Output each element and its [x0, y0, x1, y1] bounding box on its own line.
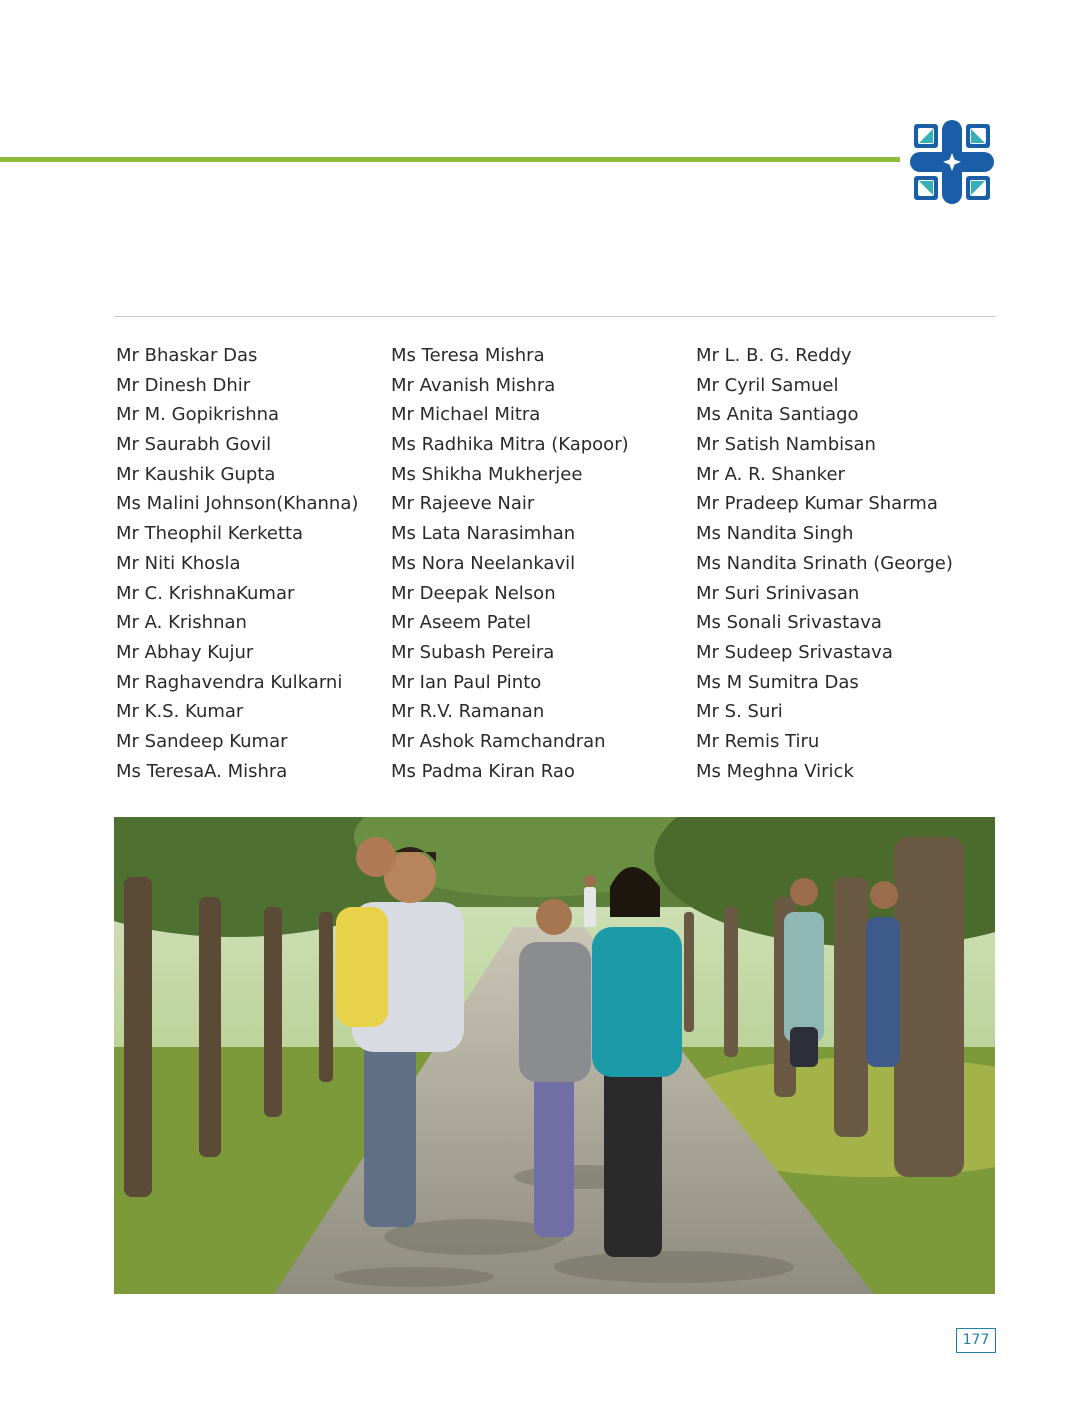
list-item: Mr Theophil Kerketta: [116, 523, 304, 545]
list-item: Mr Michael Mitra: [391, 404, 541, 426]
institution-emblem-icon: [908, 118, 996, 206]
photo-illustration: [114, 817, 995, 1294]
list-item: Mr Dinesh Dhir: [116, 374, 251, 396]
list-item: Ms Meghna Virick: [696, 760, 854, 782]
list-item: Ms Teresa Mishra: [391, 345, 545, 366]
list-item: Mr Kaushik Gupta: [116, 463, 276, 485]
list-item: Ms Nandita Srinath (George): [696, 552, 953, 574]
names-column-2: [391, 341, 629, 786]
section-divider: [114, 316, 996, 317]
list-item: Ms Padma Kiran Rao: [391, 760, 575, 782]
list-item: Mr Saurabh Govil: [116, 434, 272, 456]
list-item: Mr A. R. Shanker: [696, 463, 845, 485]
list-item: Ms Malini Johnson(Khanna): [116, 493, 359, 515]
list-item: Mr L. B. G. Reddy: [696, 345, 852, 366]
list-item: Mr Avanish Mishra: [391, 374, 556, 396]
list-item: Ms Lata Narasimhan: [391, 523, 576, 545]
list-item: Mr Raghavendra Kulkarni: [116, 671, 343, 693]
list-item: Mr Cyril Samuel: [696, 374, 839, 396]
list-item: Ms TeresaA. Mishra: [116, 760, 288, 782]
list-item: Mr Bhaskar Das: [116, 345, 258, 366]
names-column-1: [116, 341, 358, 786]
list-item: Mr A. Krishnan: [116, 612, 247, 634]
list-item: Mr R.V. Ramanan: [391, 701, 545, 723]
header-accent-rule: [0, 157, 900, 162]
list-item: Mr Sudeep Srivastava: [696, 641, 893, 663]
list-item: Ms Nora Neelankavil: [391, 552, 576, 574]
list-item: Mr Suri Srinivasan: [696, 582, 860, 604]
names-list: [0, 341, 1083, 791]
list-item: Mr Ashok Ramchandran: [391, 730, 606, 752]
list-item: Ms Anita Santiago: [696, 404, 859, 426]
list-item: Ms Radhika Mitra (Kapoor): [391, 434, 629, 456]
list-item: Mr K.S. Kumar: [116, 701, 244, 723]
list-item: Mr Deepak Nelson: [391, 582, 556, 604]
list-item: Ms Nandita Singh: [696, 523, 854, 545]
list-item: Mr Pradeep Kumar Sharma: [696, 493, 938, 515]
list-item: Mr Sandeep Kumar: [116, 730, 288, 752]
list-item: Mr Niti Khosla: [116, 552, 241, 574]
list-item: Ms Shikha Mukherjee: [391, 463, 583, 485]
list-item: Mr S. Suri: [696, 701, 783, 723]
list-item: Mr Remis Tiru: [696, 730, 820, 752]
list-item: Mr Abhay Kujur: [116, 641, 254, 663]
list-item: Ms M Sumitra Das: [696, 671, 859, 693]
list-item: Ms Sonali Srivastava: [696, 612, 882, 634]
list-item: Mr Ian Paul Pinto: [391, 671, 542, 693]
list-item: Mr Satish Nambisan: [696, 434, 876, 456]
list-item: Mr M. Gopikrishna: [116, 404, 280, 426]
list-item: Mr Subash Pereira: [391, 641, 555, 663]
list-item: Mr Aseem Patel: [391, 612, 531, 634]
campus-photo: [114, 817, 995, 1294]
names-column-3: [696, 341, 953, 786]
list-item: Mr C. KrishnaKumar: [116, 582, 295, 604]
list-item: Mr Rajeeve Nair: [391, 493, 535, 515]
page-number: 177: [956, 1328, 996, 1353]
